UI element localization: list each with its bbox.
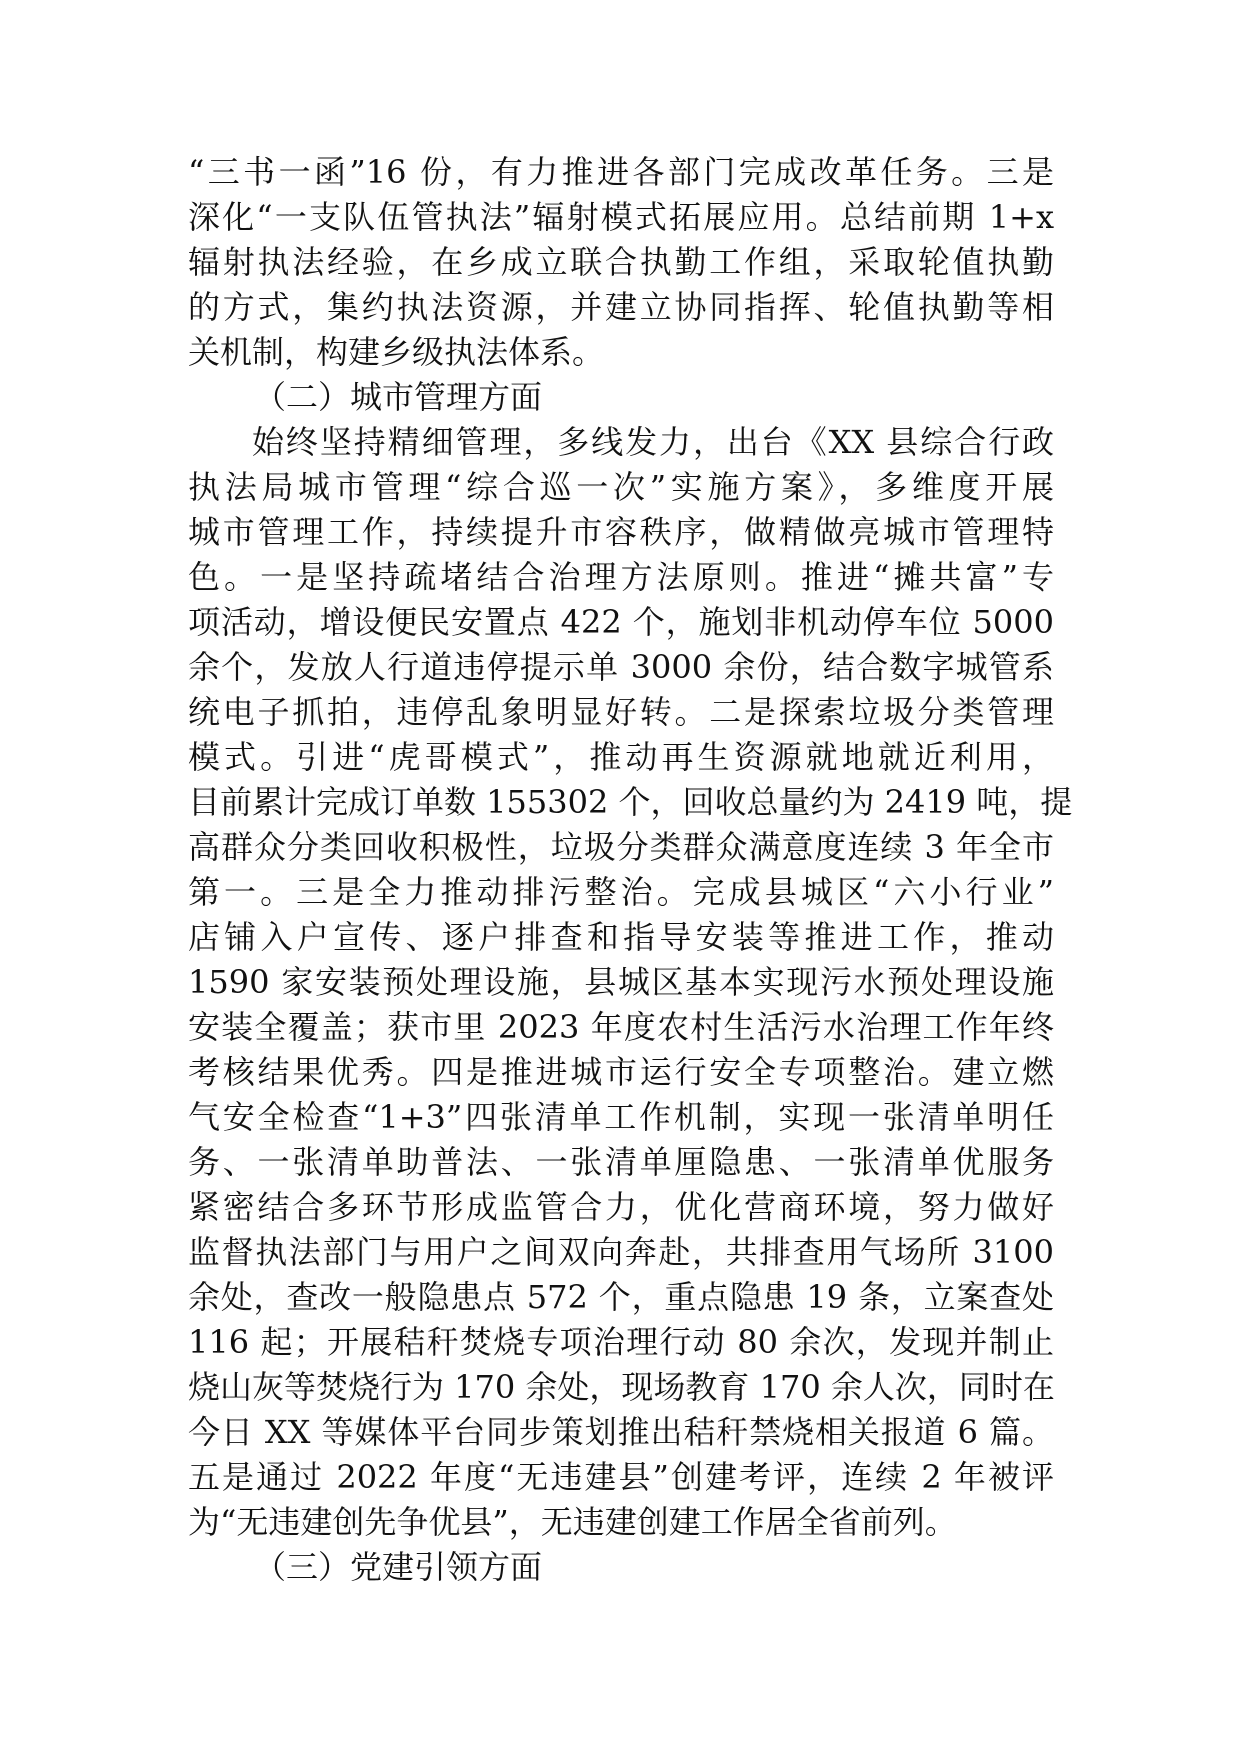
text-line: 今日 XX 等媒体平台同步策划推出秸秆禁烧相关报道 6 篇。 — [188, 1413, 1054, 1451]
text-line: 的方式，集约执法资源，并建立协同指挥、轮值执勤等相 — [188, 288, 1054, 326]
text-line: 模式。引进“虎哥模式”，推动再生资源就地就近利用， — [188, 738, 1054, 776]
text-line: 为“无违建创先争优县”，无违建创建工作居全省前列。 — [188, 1503, 957, 1541]
document-body — [188, 150, 1073, 1590]
text-line: 城市管理工作，持续提升市容秩序，做精做亮城市管理特 — [188, 513, 1054, 551]
text-line: 1590 家安装预处理设施，县城区基本实现污水预处理设施 — [188, 963, 1054, 1001]
section-heading-party-building: （三）党建引领方面 — [254, 1548, 543, 1586]
text-line: 116 起；开展秸秆焚烧专项治理行动 80 余次，发现并制止 — [188, 1323, 1054, 1361]
text-line: 务、一张清单助普法、一张清单厘隐患、一张清单优服务 — [188, 1143, 1054, 1181]
text-line: 气安全检查“1+3”四张清单工作机制，实现一张清单明任 — [188, 1098, 1054, 1136]
text-line: 监督执法部门与用户之间双向奔赴，共排查用气场所 3100 — [188, 1233, 1054, 1271]
text-line: 目前累计完成订单数 155302 个，回收总量约为 2419 吨，提 — [188, 783, 1073, 821]
text-line: 第一。三是全力推动排污整治。完成县城区“六小行业” — [188, 873, 1054, 911]
text-line: 统电子抓拍，违停乱象明显好转。二是探索垃圾分类管理 — [188, 693, 1054, 731]
text-line: “三书一函”16 份，有力推进各部门完成改革任务。三是 — [188, 153, 1054, 191]
text-line: 色。一是坚持疏堵结合治理方法原则。推进“摊共富”专 — [188, 558, 1054, 596]
text-line: 紧密结合多环节形成监管合力，优化营商环境，努力做好 — [188, 1188, 1054, 1226]
text-line: 关机制，构建乡级执法体系。 — [188, 333, 605, 371]
text-line: 烧山灰等焚烧行为 170 余处，现场教育 170 余人次，同时在 — [188, 1368, 1055, 1406]
text-line: 高群众分类回收积极性，垃圾分类群众满意度连续 3 年全市 — [188, 828, 1054, 866]
text-line: 项活动，增设便民安置点 422 个，施划非机动停车位 5000 — [188, 603, 1054, 641]
text-line: 店铺入户宣传、逐户排查和指导安装等推进工作，推动 — [188, 918, 1054, 956]
section-heading-urban-management: （二）城市管理方面 — [254, 378, 543, 416]
text-line: 始终坚持精细管理，多线发力，出台《XX 县综合行政 — [252, 423, 1054, 461]
text-line: 辐射执法经验，在乡成立联合执勤工作组，采取轮值执勤 — [188, 243, 1054, 281]
text-line: 考核结果优秀。四是推进城市运行安全专项整治。建立燃 — [188, 1053, 1054, 1091]
text-line: 余个，发放人行道违停提示单 3000 余份，结合数字城管系 — [188, 648, 1054, 686]
text-line: 执法局城市管理“综合巡一次”实施方案》，多维度开展 — [188, 468, 1054, 506]
text-line: 深化“一支队伍管执法”辐射模式拓展应用。总结前期 1+x — [188, 198, 1054, 236]
text-line: 安装全覆盖；获市里 2023 年度农村生活污水治理工作年终 — [188, 1008, 1054, 1046]
text-line: 余处，查改一般隐患点 572 个，重点隐患 19 条，立案查处 — [188, 1278, 1054, 1316]
text-line: 五是通过 2022 年度“无违建县”创建考评，连续 2 年被评 — [188, 1458, 1054, 1496]
